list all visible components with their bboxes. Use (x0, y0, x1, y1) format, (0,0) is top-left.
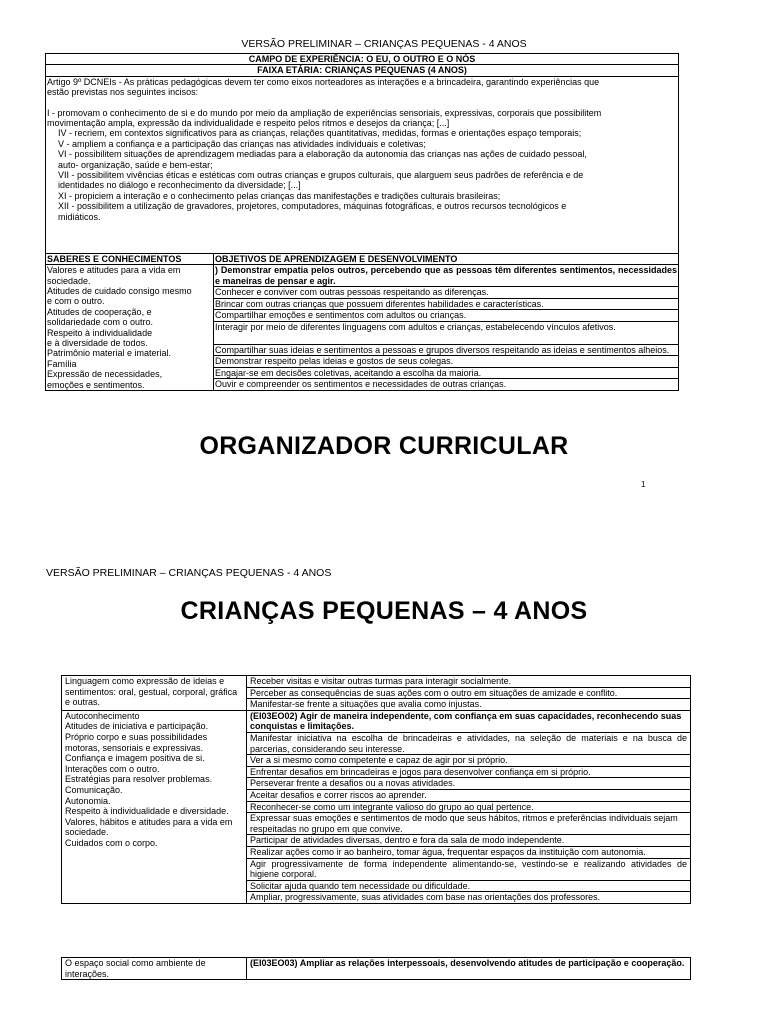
saberes-line: Atitudes de cooperação, e (47, 306, 152, 317)
saberes-line: emoções e sentimentos. (47, 379, 145, 390)
saberes-cell: O espaço social como ambiente de interações. (62, 958, 247, 980)
saberes-line: e à diversidade de todos. (47, 338, 148, 349)
intro-text (46, 76, 679, 253)
objetivo-row: Participar de atividades diversas, dentro e fora da sala de modo independente. (247, 835, 691, 847)
objetivo-row: Perceber as consequências de suas ações com o outro em situações de amizade e conflito. (247, 687, 691, 699)
objetivo-row: Conhecer e conviver com outras pessoas respeitando as diferenças. (214, 287, 679, 299)
objetivo-row: (EI03EO02) Agir de maneira independente, com confiança em suas capacidades, reconhecendo suas conquistas e limitações. (247, 710, 691, 732)
objetivo-row: Compartilhar suas ideias e sentimentos a pessoas e grupos diversos respeitando as ideias e sentimentos alheios. (214, 344, 679, 356)
objetivo-row: Solicitar ajuda quando tem necessidade ou dificuldade. (247, 880, 691, 892)
section-title: CRIANÇAS PEQUENAS – 4 ANOS (180, 597, 588, 625)
saberes-line: Expressão de necessidades, (47, 369, 163, 380)
inciso-line: XII - possibilitem a utilização de gravadores, projetores, computadores, máquinas fotográficas, e outros recursos tecnológicos e (58, 201, 567, 212)
intro-line: estão previstas nos seguintes incisos: (47, 87, 199, 98)
saberes-line: Atitudes de iniciativa e participação. (65, 721, 209, 732)
saberes-line: Próprio corpo e suas possibilidades motoras, sensoriais e expressivas. (65, 731, 208, 753)
running-header: VERSÃO PRELIMINAR – CRIANÇAS PEQUENAS - 4 ANOS (46, 567, 332, 579)
objetivo-row: Interagir por meio de diferentes linguagens com adultos e crianças, estabelecendo vínculos afetivos. (214, 321, 679, 344)
inciso-line: VII - possibilitem vivências éticas e estéticas com outras crianças e grupos culturais, que alarguem seus padrões de referência e de (58, 170, 584, 181)
objetivo-row: Agir progressivamente de forma independente alimentando-se, vestindo-se e realizando atividades de higiene corporal. (247, 858, 691, 880)
saberes-line: Estratégias para resolver problemas. (65, 774, 213, 785)
campo-heading: CAMPO DE EXPERIÊNCIA: O EU, O OUTRO E O NÓS (46, 54, 679, 65)
saberes-line: e com o outro. (47, 296, 105, 307)
saberes-line: Autonomia. (65, 795, 111, 806)
objetivo-row: Perseverar frente a desafios ou a novas atividades. (247, 778, 691, 790)
saberes-line: Respeito à individualidade e diversidade. (65, 806, 229, 817)
inciso-line: midiáticos. (58, 211, 101, 222)
objetivo-row: Manifestar-se frente a situações que avalia como injustas. (247, 699, 691, 711)
running-header: VERSÃO PRELIMINAR – CRIANÇAS PEQUENAS - 4 ANOS (241, 38, 527, 50)
saberes-line: Comunicação. (65, 784, 123, 795)
inciso-line: identidades no diálogo e reconhecimento da diversidade; [...] (58, 180, 301, 191)
objetivo-row: Expressar suas emoções e sentimentos de modo que seus hábitos, ritmos e preferências individuais sejam respeitadas no grupo em que convive. (247, 813, 691, 835)
intro-line: Artigo 9º DCNEIs - As práticas pedagógicas devem ter como eixos norteadores as interações e a brincadeira, garantindo experiências que (47, 76, 600, 87)
inciso-line: XI - propiciem a interação e o conhecimento pelas crianças das manifestações e tradições culturais brasileiras; (58, 190, 501, 201)
saberes-cell (62, 710, 247, 903)
saberes-list (46, 265, 214, 391)
campo-experiencia-table (45, 53, 679, 391)
saberes-line: Valores e atitudes para a vida em (47, 265, 181, 276)
saberes-line: Respeito à individualidade (47, 327, 153, 338)
curriculum-table-2 (61, 957, 691, 980)
objetivo-row: Realizar ações como ir ao banheiro, tomar água, frequentar espaços da instituição com autonomia. (247, 846, 691, 858)
objetivo-row: ) Demonstrar empatia pelos outros, percebendo que as pessoas têm diferentes sentimentos, necessidades e maneiras de pensar e agir. (215, 265, 677, 286)
objetivo-row: Ver a si mesmo como competente e capaz de agir por si próprio. (247, 755, 691, 767)
saberes-line: Interações com o outro. (65, 763, 160, 774)
objetivo-row: Receber visitas e visitar outras turmas para interagir socialmente. (247, 676, 691, 688)
intro-line: I - promovam o conhecimento de si e do mundo por meio da ampliação de experiências sensoriais, expressivas, corporais que possibilitem (47, 107, 602, 118)
saberes-line: Cuidados com o corpo. (65, 837, 158, 848)
objetivo-row: Aceitar desafios e correr riscos ao aprender. (247, 789, 691, 801)
saberes-line: solidariedade com o outro. (47, 317, 154, 328)
objetivo-row: Reconhecer-se como um integrante valioso do grupo ao qual pertence. (247, 801, 691, 813)
saberes-line: Família (47, 358, 77, 369)
saberes-line: Autoconhecimento (65, 710, 140, 721)
page-title: ORGANIZADOR CURRICULAR (199, 432, 569, 460)
inciso-line: IV - recriem, em contextos significativos para as crianças, relações quantitativas, medidas, formas e orientações espaço temporais; (58, 128, 582, 139)
saberes-line: Confiança e imagem positiva de si. (65, 753, 205, 764)
objetivo-row: Engajar-se em decisões coletivas, aceitando a escolha da maioria. (214, 367, 679, 379)
inciso-line: V - ampliem a confiança e a participação das crianças nas atividades individuais e coletivas; (58, 138, 426, 149)
inciso-line: VI - possibilitem situações de aprendizagem mediadas para a elaboração da autonomia das crianças nas ações de cuidado pessoal, (58, 149, 587, 160)
saberes-cell: Linguagem como expressão de ideias e sentimentos: oral, gestual, corporal, gráfica e outras. (62, 676, 247, 711)
objetivo-row: Manifestar iniciativa na escolha de brincadeiras e atividades, na seleção de materiais e na busca de parcerias, considerando seu interesse. (247, 732, 691, 754)
objetivo-row: Ampliar, progressivamente, suas atividades com base nas orientações dos professores. (247, 892, 691, 904)
page-number: 1 (641, 480, 646, 489)
objetivo-row: Brincar com outras crianças que possuem diferentes habilidades e características. (214, 298, 679, 310)
objetivo-row: Compartilhar emoções e sentimentos com adultos ou crianças. (214, 310, 679, 322)
objetivo-row: Enfrentar desafios em brincadeiras e jogos para desenvolver confiança em si próprio. (247, 766, 691, 778)
col-header-saberes: SABERES E CONHECIMENTOS (46, 253, 214, 264)
objetivo-row: Ouvir e compreender os sentimentos e necessidades de outras crianças. (214, 379, 679, 391)
saberes-line: Valores, hábitos e atitudes para a vida em sociedade. (65, 816, 233, 838)
saberes-line: Patrimônio material e imaterial. (47, 348, 172, 359)
inciso-line: auto- organização, saúde e bem-estar; (58, 159, 213, 170)
objetivo-row: Demonstrar respeito pelas ideias e gostos de seus colegas. (214, 356, 679, 368)
saberes-line: Atitudes de cuidado consigo mesmo (47, 286, 192, 297)
faixa-heading: FAIXA ETÁRIA: CRIANÇAS PEQUENAS (4 ANOS) (46, 65, 679, 76)
curriculum-table (61, 675, 691, 904)
objetivo-row: (EI03EO03) Ampliar as relações interpessoais, desenvolvendo atitudes de participação e cooperação. (247, 958, 691, 980)
saberes-line: sociedade. (47, 275, 91, 286)
col-header-objetivos: OBJETIVOS DE APRENDIZAGEM E DESENVOLVIMENTO (214, 253, 679, 264)
intro-line: movimentação ampla, expressão da individualidade e respeito pelos ritmos e desejos da criança; [...] (47, 118, 450, 129)
